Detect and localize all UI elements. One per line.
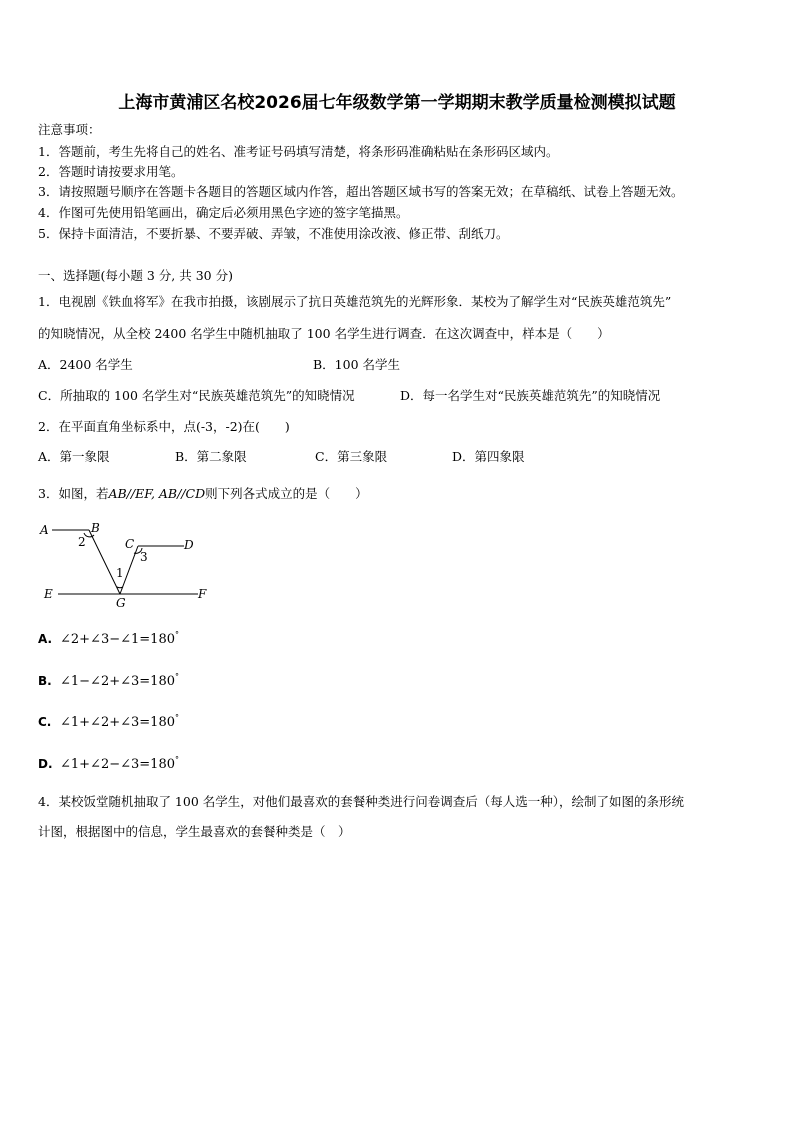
point-b-label: B <box>91 521 100 535</box>
q3-stem-math: AB//EF, AB//CD <box>108 486 206 501</box>
notice-heading: 注意事项： <box>38 122 101 137</box>
q4-stem-line1: 4．某校饭堂随机抽取了 100 名学生，对他们最喜欢的套餐种类进行问卷调查后（每人选一种），绘制了如图的条形统 <box>38 794 685 809</box>
q1-stem-line1: 1．电视剧《铁血将军》在我市拍摄，该剧展示了抗日英雄范筑先的光辉形象．某校为了解学生对“民族英雄范筑先” <box>38 294 672 309</box>
q2-option-b: B．第二象限 <box>175 449 247 464</box>
q3-option-c: C. ∠1+∠2+∠3=180° <box>38 713 179 730</box>
section-heading: 一、选择题(每小题 3 分, 共 30 分) <box>38 268 233 283</box>
point-c-label: C <box>125 537 135 551</box>
notice-item: 1．答题前，考生先将自己的姓名、准考证号码填写清楚，将条形码准确粘贴在条形码区域内。 <box>38 144 559 159</box>
q1-option-d: D．每一名学生对“民族英雄范筑先”的知晓情况 <box>400 388 661 403</box>
q2-option-a: A．第一象限 <box>38 449 110 464</box>
point-f-label: F <box>198 587 207 601</box>
segment-bg <box>89 530 120 594</box>
q1-option-a: A．2400 名学生 <box>38 357 133 372</box>
angle-2-label: 2 <box>78 535 86 549</box>
q3-option-d: D. ∠1+∠2−∠3=180° <box>38 755 179 772</box>
angle-1-label: 1 <box>116 566 124 580</box>
notice-item: 4．作图可先使用铅笔画出，确定后必须用黑色字迹的签字笔描黑。 <box>38 205 409 220</box>
q2-stem: 2．在平面直角坐标系中，点(-3，-2)在( ) <box>38 419 290 434</box>
angle-1-arc <box>117 587 123 588</box>
q1-option-c: C．所抽取的 100 名学生对“民族英雄范筑先”的知晓情况 <box>38 388 355 403</box>
q3-figure <box>38 518 218 610</box>
q2-option-d: D．第四象限 <box>452 449 525 464</box>
q4-stem-line2: 计图，根据图中的信息，学生最喜欢的套餐种类是（ ） <box>38 824 351 839</box>
notice-item: 2．答题时请按要求用笔。 <box>38 164 184 179</box>
point-a-label: A <box>40 523 49 537</box>
notice-item: 3．请按照题号顺序在答题卡各题目的答题区域内作答，超出答题区域书写的答案无效；在草稿纸、试卷上答题无效。 <box>38 184 684 199</box>
point-e-label: E <box>44 587 53 601</box>
q3-stem-pre: 3．如图，若 <box>38 486 109 501</box>
notice-item: 5．保持卡面清洁，不要折暴、不要弄破、弄皱，不准使用涂改液、修正带、刮纸刀。 <box>38 226 509 241</box>
angle-3-label: 3 <box>140 550 148 564</box>
q3-stem <box>38 484 368 502</box>
q3-option-b: B. ∠1−∠2+∠3=180° <box>38 672 179 689</box>
exam-title: 上海市黄浦区名校2026届七年级数学第一学期期末教学质量检测模拟试题 <box>118 93 676 113</box>
q2-option-c: C．第三象限 <box>315 449 388 464</box>
point-g-label: G <box>116 596 126 610</box>
q3-option-a: A. ∠2+∠3−∠1=180° <box>38 630 179 647</box>
q3-stem-post: 则下列各式成立的是（ ） <box>205 486 368 501</box>
point-d-label: D <box>184 538 194 552</box>
q1-option-b: B．100 名学生 <box>313 357 401 372</box>
q1-stem-line2: 的知晓情况，从全校 2400 名学生中随机抽取了 100 名学生进行调查．在这次调查中，样本是（ ） <box>38 326 610 341</box>
